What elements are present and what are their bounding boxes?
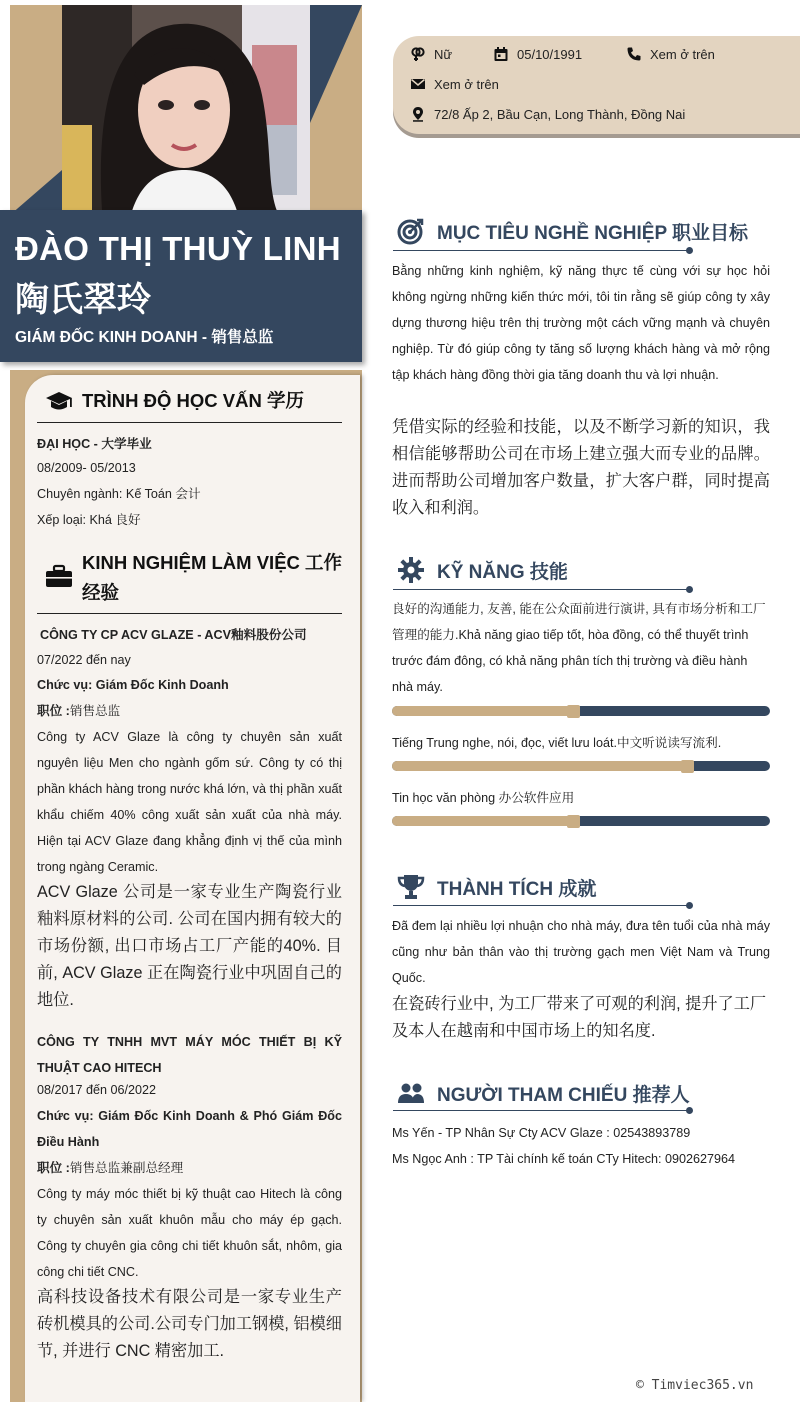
references-title: NGƯỜI THAM CHIẾU 推荐人 bbox=[437, 1084, 690, 1106]
target-icon bbox=[397, 217, 425, 245]
footer-watermark: © Timviec365.vn bbox=[636, 1378, 754, 1393]
job-position-zh bbox=[37, 1155, 342, 1181]
job-description-zh: 高科技设备技术有限公司是一家专业生产砖机模具的公司.公司专门加工钢模, 铝模细节, 并进行 CNC 精密加工. bbox=[37, 1288, 342, 1360]
users-icon bbox=[397, 1079, 425, 1107]
education-degree: ĐẠI HỌC - 大学毕业 bbox=[37, 437, 152, 451]
skill-text: Tiếng Trung nghe, nói, đọc, viết lưu loát.中文听说读写流利. bbox=[392, 736, 722, 750]
contact-gender bbox=[410, 46, 452, 62]
contact-address bbox=[410, 106, 685, 122]
gear-icon bbox=[397, 556, 425, 584]
objective-heading bbox=[397, 217, 748, 245]
name-block bbox=[0, 210, 362, 362]
calendar-icon bbox=[493, 46, 509, 62]
skills-divider bbox=[393, 589, 689, 590]
experience-title: KINH NGHIỆM LÀM VIỆC 工作经验 bbox=[82, 552, 343, 603]
skills-heading bbox=[397, 556, 568, 584]
job-position-vi: Chức vụ: Giám Đốc Kinh Doanh & Phó Giám Đốc Điều Hành bbox=[37, 1109, 342, 1149]
objective-text-vi: Bằng những kinh nghiệm, kỹ năng thực tế cùng với sự học hỏi không ngừng những kiến thức mới, tôi tin rằng sẽ giúp công ty xây dựng thương hiệu trên thị trường một cách vững mạnh và chuyên nghiệp. Từ đó giúp công ty tăng số lượng khách hàng và mở rộng tập khách hàng đồng thời gia tăng doanh thu và lợi nhuận. bbox=[392, 264, 770, 382]
trophy-icon bbox=[397, 873, 425, 901]
education-grade: Xếp loại: Khá 良好 bbox=[37, 513, 141, 527]
objective-text-zh: 凭借实际的经验和技能，以及不断学习新的知识，我相信能够帮助公司在市场上建立强大而专业的品牌。进而帮助公司增加客户数量，扩大客户群，同时提高收入和利润。 bbox=[392, 418, 770, 517]
job-position-zh-label: 职位 : bbox=[37, 1161, 70, 1175]
job-company: CÔNG TY CP ACV GLAZE - ACV釉料股份公司 bbox=[40, 628, 307, 642]
achievements-text-zh: 在瓷砖行业中, 为工厂带来了可观的利润, 提升了工厂及本人在越南和中国市场上的知名度. bbox=[392, 995, 767, 1040]
graduation-cap-icon bbox=[44, 388, 74, 414]
envelope-icon bbox=[410, 76, 426, 92]
contact-birthday bbox=[493, 46, 582, 62]
contact-phone bbox=[626, 46, 715, 62]
skill-bar-knob bbox=[681, 760, 694, 773]
job-company: CÔNG TY TNHH MVT MÁY MÓC THIẾT BỊ KỸ THUẬT CAO HITECH bbox=[37, 1035, 342, 1075]
skill-bar bbox=[392, 761, 770, 771]
experience-heading bbox=[44, 548, 344, 608]
skill-bar-fill bbox=[392, 706, 573, 716]
achievements-divider bbox=[393, 905, 689, 906]
objective-title: MỤC TIÊU NGHỀ NGHIỆP 职业目标 bbox=[437, 222, 749, 244]
skill-bar-fill bbox=[392, 816, 573, 826]
skill-bar-knob bbox=[567, 815, 580, 828]
skill-text: 良好的沟通能力, 友善, 能在公众面前进行演讲, 具有市场分析和工厂管理的能力.Khả năng giao tiếp tốt, hòa đồng, có thể thuyết trình trước đám đông, có khả năng phân tích thị trường và điều hành nhà máy. bbox=[392, 602, 766, 694]
decor-triangle-right bbox=[310, 5, 362, 123]
skill-bar bbox=[392, 706, 770, 716]
location-pin-icon bbox=[410, 106, 426, 122]
decor-triangle-left bbox=[10, 170, 62, 215]
education-period: 08/2009- 05/2013 bbox=[37, 461, 136, 475]
reference-item: Ms Yến - TP Nhân Sự Cty ACV Glaze : 02543893789 bbox=[392, 1126, 691, 1140]
briefcase-icon bbox=[44, 564, 74, 590]
job-description-vi: Công ty ACV Glaze là công ty chuyên sản xuất nguyên liệu Men cho ngành gốm sứ. Công ty có thị phần khách hàng trong nước khá lớn, và thị phần xuất khẩu chiếm 40% công xuất sản xuất của nhà máy. Hiện tại ACV Glaze đang khẳng định vị thế của mình trong ngàng Ceramic. bbox=[37, 730, 342, 874]
references-heading bbox=[397, 1079, 690, 1107]
contact-gender-value: Nữ bbox=[434, 46, 453, 62]
gender-icon bbox=[410, 46, 426, 62]
phone-icon bbox=[626, 46, 642, 62]
job-period: 08/2017 đến 06/2022 bbox=[37, 1083, 157, 1097]
achievements-divider-dot bbox=[686, 902, 693, 909]
contact-birthday-value: 05/10/1991 bbox=[517, 46, 583, 62]
job-position-zh-value: 销售总监兼副总经理 bbox=[69, 1161, 184, 1175]
experience-divider bbox=[37, 613, 342, 614]
job-description-zh: ACV Glaze 公司是一家专业生产陶瓷行业釉料原材料的公司. 公司在国内拥有较大的市场份额, 出口市场占工厂产能的40%. 目前, ACV Glaze 正在陶瓷行业中巩固自己的地位. bbox=[37, 883, 342, 1009]
contact-phone-value: Xem ở trên bbox=[650, 46, 715, 62]
reference-item: Ms Ngọc Anh : TP Tài chính kế toán CTy Hitech: 0902627964 bbox=[392, 1152, 736, 1166]
job-title: GIÁM ĐỐC KINH DOANH - 销售总监 bbox=[15, 329, 274, 346]
avatar-photo bbox=[62, 5, 310, 211]
contact-address-value: 72/8 Ấp 2, Bầu Cạn, Long Thành, Đồng Nai bbox=[434, 106, 686, 122]
job-description-vi: Công ty máy móc thiết bị kỹ thuật cao Hitech là công ty chuyên sản xuất khuôn mẫu cho máy ép gạch. Công ty chuyên gia công chi tiết khuôn sắt, nhôm, gia công chi tiết CNC. bbox=[37, 1187, 342, 1279]
photo-band bbox=[0, 0, 372, 212]
job-position-zh-label: 职位 : bbox=[37, 704, 70, 718]
education-title: TRÌNH ĐỘ HỌC VẤN 学历 bbox=[82, 390, 305, 411]
skill-text: Tin học văn phòng 办公软件应用 bbox=[392, 791, 575, 805]
achievements-title: THÀNH TÍCH 成就 bbox=[437, 878, 597, 900]
education-heading bbox=[44, 386, 344, 416]
references-divider-dot bbox=[686, 1107, 693, 1114]
skills-divider-dot bbox=[686, 586, 693, 593]
objective-divider-dot bbox=[686, 247, 693, 254]
education-major: Chuyên ngành: Kế Toán 会计 bbox=[37, 487, 201, 501]
job-period: 07/2022 đến nay bbox=[37, 653, 131, 667]
achievements-heading bbox=[397, 873, 596, 901]
job-position-zh bbox=[37, 698, 342, 724]
achievements-text-vi: Đã đem lại nhiều lợi nhuận cho nhà máy, đưa tên tuổi của nhà máy cũng như bản thân vào thị trường gạch men Việt Nam và Trung Quốc. bbox=[392, 919, 770, 985]
references-divider bbox=[393, 1110, 689, 1111]
skills-title: KỸ NĂNG 技能 bbox=[437, 561, 568, 583]
skill-bar-fill bbox=[392, 761, 687, 771]
education-divider bbox=[37, 422, 342, 423]
name-vietnamese: ĐÀO THỊ THUỲ LINH bbox=[15, 230, 341, 267]
job-position-vi: Chức vụ: Giám Đốc Kinh Doanh bbox=[37, 678, 229, 692]
name-chinese: 陶氏翠玲 bbox=[15, 281, 151, 319]
objective-divider bbox=[393, 250, 689, 251]
job-position-zh-value: 销售总监 bbox=[69, 704, 121, 718]
contact-email-value: Xem ở trên bbox=[434, 76, 499, 92]
skill-bar bbox=[392, 816, 770, 826]
contact-email bbox=[410, 76, 499, 92]
skill-bar-knob bbox=[567, 705, 580, 718]
